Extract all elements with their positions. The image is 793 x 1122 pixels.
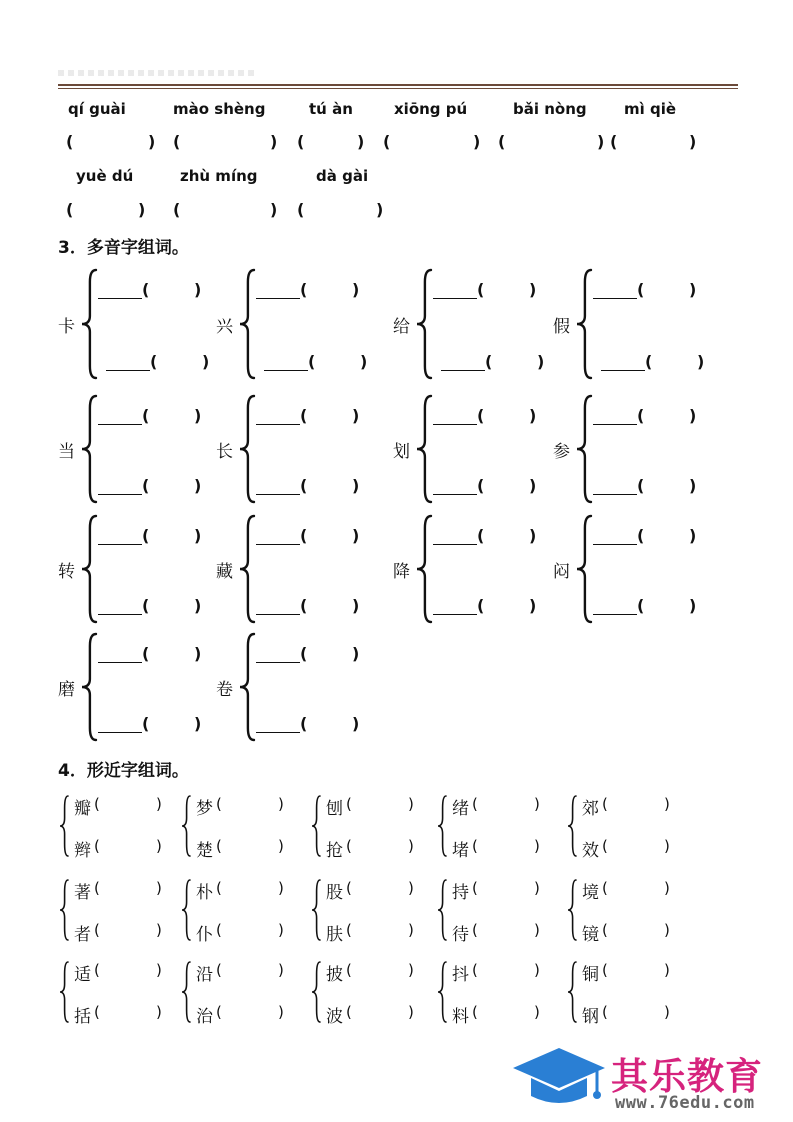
answer-blank	[98, 732, 142, 733]
similar-char: 抖	[452, 965, 469, 985]
answer-paren-close: )	[156, 1003, 162, 1021]
answer-blank	[256, 662, 300, 663]
answer-paren-close: )	[534, 879, 540, 897]
header-faint-text	[58, 70, 258, 76]
answer-blank	[433, 424, 477, 425]
similar-pair	[180, 792, 296, 862]
answer-paren-close: )	[689, 132, 697, 151]
similar-pair	[310, 958, 426, 1028]
pinyin-item: tú àn	[309, 100, 353, 118]
brace-icon	[415, 394, 433, 504]
similar-char: 瓣	[74, 799, 91, 819]
similar-char: 境	[582, 883, 599, 903]
polyphonic-char: 当	[58, 442, 75, 462]
answer-paren-close: )	[194, 526, 202, 545]
polyphonic-item	[393, 514, 563, 624]
answer-paren-open: (	[602, 879, 608, 897]
similar-pair	[436, 958, 552, 1028]
answer-paren-open: (	[94, 879, 100, 897]
answer-paren-close: )	[534, 795, 540, 813]
header-divider	[58, 84, 738, 89]
answer-paren-open: (	[142, 596, 150, 615]
answer-paren-close: )	[664, 795, 670, 813]
answer-paren-open: (	[346, 1003, 352, 1021]
answer-blank	[601, 370, 645, 371]
similar-pair	[180, 958, 296, 1028]
answer-paren-open: (	[602, 837, 608, 855]
similar-pair	[310, 876, 426, 946]
similar-char: 铜	[582, 965, 599, 985]
answer-paren-close: )	[352, 406, 360, 425]
answer-paren-open: (	[94, 921, 100, 939]
answer-paren-close: )	[156, 961, 162, 979]
answer-blank	[433, 614, 477, 615]
answer-paren-close: )	[278, 961, 284, 979]
similar-char: 楚	[196, 841, 213, 861]
brace-icon	[575, 268, 593, 380]
answer-paren-open: (	[300, 280, 308, 299]
answer-paren-close: )	[664, 921, 670, 939]
answer-paren-close: )	[697, 352, 705, 371]
answer-paren-open: (	[142, 476, 150, 495]
similar-pair	[58, 792, 174, 862]
similar-pair	[436, 876, 552, 946]
answer-blank	[593, 494, 637, 495]
answer-blank	[593, 544, 637, 545]
answer-blank	[256, 494, 300, 495]
answer-paren-open: (	[66, 200, 74, 219]
answer-paren-close: )	[194, 476, 202, 495]
answer-paren-open: (	[477, 526, 485, 545]
similar-char: 沿	[196, 965, 213, 985]
answer-paren-open: (	[472, 837, 478, 855]
answer-paren-open: (	[610, 132, 618, 151]
polyphonic-item	[216, 268, 386, 380]
similar-char: 辫	[74, 841, 91, 861]
polyphonic-item	[553, 268, 723, 380]
answer-paren-close: )	[534, 921, 540, 939]
answer-paren-close: )	[664, 1003, 670, 1021]
answer-paren-open: (	[216, 921, 222, 939]
answer-paren-close: )	[352, 526, 360, 545]
similar-char: 梦	[196, 799, 213, 819]
brand-name: 其乐教育	[611, 1055, 763, 1098]
answer-paren-close: )	[689, 280, 697, 299]
answer-paren-open: (	[472, 921, 478, 939]
brace-icon	[58, 878, 70, 942]
answer-paren-close: )	[202, 352, 210, 371]
similar-pair	[58, 876, 174, 946]
answer-paren-close: )	[278, 1003, 284, 1021]
polyphonic-char: 长	[216, 442, 233, 462]
answer-paren-open: (	[602, 921, 608, 939]
answer-paren-close: )	[597, 132, 605, 151]
answer-paren-open: (	[300, 476, 308, 495]
answer-paren-close: )	[156, 795, 162, 813]
answer-paren-open: (	[297, 132, 305, 151]
answer-paren-close: )	[408, 879, 414, 897]
answer-paren-open: (	[216, 879, 222, 897]
similar-char: 堵	[452, 841, 469, 861]
similar-pair	[566, 792, 682, 862]
answer-paren-close: )	[529, 406, 537, 425]
answer-paren-close: )	[352, 280, 360, 299]
brace-icon	[566, 878, 578, 942]
answer-paren-open: (	[66, 132, 74, 151]
brace-icon	[575, 394, 593, 504]
brace-icon	[80, 394, 98, 504]
similar-pair	[436, 792, 552, 862]
similar-pair	[180, 876, 296, 946]
brace-icon	[238, 514, 256, 624]
polyphonic-item	[58, 394, 228, 504]
answer-paren-close: )	[352, 644, 360, 663]
answer-paren-open: (	[383, 132, 391, 151]
answer-paren-open: (	[637, 526, 645, 545]
section-title-similar: 4．形近字组词。	[58, 761, 189, 781]
answer-blank	[593, 424, 637, 425]
pinyin-item: dà gài	[316, 167, 369, 185]
section-title-polyphonic: 3．多音字组词。	[58, 238, 189, 258]
answer-paren-open: (	[472, 1003, 478, 1021]
answer-paren-open: (	[173, 200, 181, 219]
polyphonic-item	[393, 394, 563, 504]
answer-paren-close: )	[352, 596, 360, 615]
answer-paren-close: )	[529, 476, 537, 495]
answer-paren-close: )	[664, 879, 670, 897]
answer-paren-close: )	[408, 837, 414, 855]
similar-char: 披	[326, 965, 343, 985]
answer-paren-open: (	[637, 596, 645, 615]
answer-paren-close: )	[689, 526, 697, 545]
answer-blank	[98, 424, 142, 425]
similar-char: 著	[74, 883, 91, 903]
answer-paren-open: (	[602, 961, 608, 979]
similar-char: 仆	[196, 925, 213, 945]
answer-paren-open: (	[150, 352, 158, 371]
answer-blank	[441, 370, 485, 371]
answer-blank	[593, 614, 637, 615]
brace-icon	[415, 514, 433, 624]
pinyin-item: qí guài	[68, 100, 126, 118]
brand-url: www.76edu.com	[615, 1093, 755, 1113]
brace-icon	[80, 268, 98, 380]
answer-paren-open: (	[300, 406, 308, 425]
pinyin-item: mì qiè	[624, 100, 677, 118]
similar-char: 股	[326, 883, 343, 903]
polyphonic-item	[216, 514, 386, 624]
similar-char: 肤	[326, 925, 343, 945]
answer-paren-close: )	[156, 921, 162, 939]
answer-paren-close: )	[408, 961, 414, 979]
similar-char: 治	[196, 1007, 213, 1027]
answer-paren-close: )	[529, 280, 537, 299]
answer-paren-close: )	[194, 280, 202, 299]
answer-paren-close: )	[689, 406, 697, 425]
similar-char: 钢	[582, 1007, 599, 1027]
answer-blank	[433, 544, 477, 545]
answer-paren-close: )	[270, 132, 278, 151]
similar-pair	[566, 876, 682, 946]
answer-paren-open: (	[300, 596, 308, 615]
answer-paren-open: (	[216, 1003, 222, 1021]
answer-paren-close: )	[537, 352, 545, 371]
answer-paren-close: )	[473, 132, 481, 151]
brace-icon	[436, 960, 448, 1024]
brace-icon	[180, 878, 192, 942]
brace-icon	[238, 268, 256, 380]
brace-icon	[566, 960, 578, 1024]
answer-paren-close: )	[529, 596, 537, 615]
answer-paren-close: )	[352, 714, 360, 733]
polyphonic-char: 划	[393, 442, 410, 462]
answer-blank	[256, 424, 300, 425]
answer-blank	[593, 298, 637, 299]
answer-paren-open: (	[637, 476, 645, 495]
brace-icon	[58, 960, 70, 1024]
similar-char: 镜	[582, 925, 599, 945]
answer-paren-open: (	[300, 714, 308, 733]
answer-paren-open: (	[346, 795, 352, 813]
answer-paren-open: (	[498, 132, 506, 151]
answer-paren-close: )	[360, 352, 368, 371]
brace-icon	[80, 632, 98, 742]
answer-paren-close: )	[194, 644, 202, 663]
answer-paren-close: )	[664, 837, 670, 855]
answer-blank	[256, 614, 300, 615]
polyphonic-item	[58, 632, 228, 742]
answer-paren-close: )	[408, 1003, 414, 1021]
answer-paren-open: (	[637, 406, 645, 425]
answer-blank	[98, 614, 142, 615]
polyphonic-char: 磨	[58, 680, 75, 700]
answer-paren-close: )	[278, 921, 284, 939]
answer-paren-open: (	[472, 879, 478, 897]
answer-paren-close: )	[357, 132, 365, 151]
answer-paren-close: )	[534, 1003, 540, 1021]
pinyin-item: mào shèng	[173, 100, 266, 118]
answer-paren-open: (	[297, 200, 305, 219]
similar-char: 者	[74, 925, 91, 945]
polyphonic-item	[58, 514, 228, 624]
similar-char: 绪	[452, 799, 469, 819]
answer-blank	[106, 370, 150, 371]
similar-char: 持	[452, 883, 469, 903]
answer-paren-close: )	[148, 132, 156, 151]
answer-paren-close: )	[156, 879, 162, 897]
answer-paren-close: )	[534, 837, 540, 855]
brace-icon	[58, 794, 70, 858]
answer-paren-open: (	[94, 1003, 100, 1021]
similar-char: 料	[452, 1007, 469, 1027]
similar-char: 抢	[326, 841, 343, 861]
answer-paren-close: )	[352, 476, 360, 495]
answer-blank	[256, 544, 300, 545]
brace-icon	[180, 794, 192, 858]
polyphonic-char: 藏	[216, 562, 233, 582]
brace-icon	[80, 514, 98, 624]
answer-paren-close: )	[689, 476, 697, 495]
similar-char: 括	[74, 1007, 91, 1027]
polyphonic-char: 降	[393, 562, 410, 582]
answer-paren-open: (	[216, 795, 222, 813]
similar-pair	[58, 958, 174, 1028]
answer-paren-open: (	[216, 837, 222, 855]
answer-paren-close: )	[270, 200, 278, 219]
similar-char: 朴	[196, 883, 213, 903]
answer-paren-close: )	[194, 406, 202, 425]
answer-blank	[256, 732, 300, 733]
brace-icon	[575, 514, 593, 624]
pinyin-item: zhù míng	[180, 167, 258, 185]
polyphonic-char: 给	[393, 317, 410, 337]
polyphonic-item	[58, 268, 228, 380]
answer-paren-open: (	[94, 795, 100, 813]
answer-paren-close: )	[408, 921, 414, 939]
answer-paren-close: )	[138, 200, 146, 219]
brace-icon	[436, 878, 448, 942]
brace-icon	[310, 960, 322, 1024]
brace-icon	[310, 794, 322, 858]
answer-paren-open: (	[637, 280, 645, 299]
answer-blank	[98, 494, 142, 495]
answer-paren-open: (	[346, 837, 352, 855]
answer-paren-close: )	[278, 795, 284, 813]
graduation-cap-icon	[511, 1046, 611, 1116]
pinyin-item: yuè dú	[76, 167, 134, 185]
answer-paren-open: (	[602, 1003, 608, 1021]
brace-icon	[436, 794, 448, 858]
polyphonic-char: 参	[553, 442, 570, 462]
similar-pair	[310, 792, 426, 862]
answer-blank	[433, 494, 477, 495]
polyphonic-item	[216, 632, 386, 742]
answer-blank	[264, 370, 308, 371]
similar-char: 波	[326, 1007, 343, 1027]
answer-paren-open: (	[477, 476, 485, 495]
brace-icon	[238, 632, 256, 742]
polyphonic-char: 卡	[58, 317, 75, 337]
answer-paren-close: )	[278, 837, 284, 855]
answer-paren-open: (	[477, 406, 485, 425]
answer-paren-close: )	[194, 596, 202, 615]
answer-paren-open: (	[485, 352, 493, 371]
similar-char: 郊	[582, 799, 599, 819]
answer-paren-open: (	[142, 406, 150, 425]
similar-char: 适	[74, 965, 91, 985]
answer-paren-close: )	[376, 200, 384, 219]
answer-paren-close: )	[664, 961, 670, 979]
answer-blank	[98, 662, 142, 663]
answer-blank	[98, 298, 142, 299]
answer-paren-close: )	[534, 961, 540, 979]
answer-paren-open: (	[94, 837, 100, 855]
answer-paren-open: (	[472, 961, 478, 979]
answer-paren-open: (	[300, 644, 308, 663]
answer-paren-open: (	[346, 879, 352, 897]
answer-paren-open: (	[477, 280, 485, 299]
answer-paren-open: (	[94, 961, 100, 979]
answer-blank	[256, 298, 300, 299]
pinyin-item: xiōng pú	[394, 100, 468, 118]
answer-paren-open: (	[142, 644, 150, 663]
similar-char: 刨	[326, 799, 343, 819]
answer-paren-close: )	[278, 879, 284, 897]
answer-paren-open: (	[602, 795, 608, 813]
brace-icon	[180, 960, 192, 1024]
answer-blank	[433, 298, 477, 299]
answer-paren-open: (	[346, 921, 352, 939]
answer-paren-open: (	[142, 714, 150, 733]
answer-paren-close: )	[156, 837, 162, 855]
answer-paren-open: (	[142, 280, 150, 299]
polyphonic-char: 转	[58, 562, 75, 582]
answer-paren-open: (	[216, 961, 222, 979]
answer-blank	[98, 544, 142, 545]
polyphonic-item	[553, 394, 723, 504]
answer-paren-close: )	[408, 795, 414, 813]
polyphonic-char: 卷	[216, 680, 233, 700]
answer-paren-close: )	[194, 714, 202, 733]
similar-char: 效	[582, 841, 599, 861]
similar-char: 待	[452, 925, 469, 945]
polyphonic-char: 假	[553, 317, 570, 337]
brace-icon	[566, 794, 578, 858]
polyphonic-char: 闷	[553, 562, 570, 582]
answer-paren-open: (	[142, 526, 150, 545]
polyphonic-item	[216, 394, 386, 504]
polyphonic-item	[393, 268, 563, 380]
brace-icon	[415, 268, 433, 380]
answer-paren-close: )	[529, 526, 537, 545]
polyphonic-item	[553, 514, 723, 624]
polyphonic-char: 兴	[216, 317, 233, 337]
answer-paren-close: )	[689, 596, 697, 615]
answer-paren-open: (	[477, 596, 485, 615]
similar-pair	[566, 958, 682, 1028]
brace-icon	[238, 394, 256, 504]
answer-paren-open: (	[173, 132, 181, 151]
pinyin-item: bǎi nòng	[513, 100, 587, 118]
answer-paren-open: (	[346, 961, 352, 979]
brand-logo	[511, 1046, 781, 1116]
answer-paren-open: (	[472, 795, 478, 813]
answer-paren-open: (	[300, 526, 308, 545]
brace-icon	[310, 878, 322, 942]
answer-paren-open: (	[308, 352, 316, 371]
answer-paren-open: (	[645, 352, 653, 371]
